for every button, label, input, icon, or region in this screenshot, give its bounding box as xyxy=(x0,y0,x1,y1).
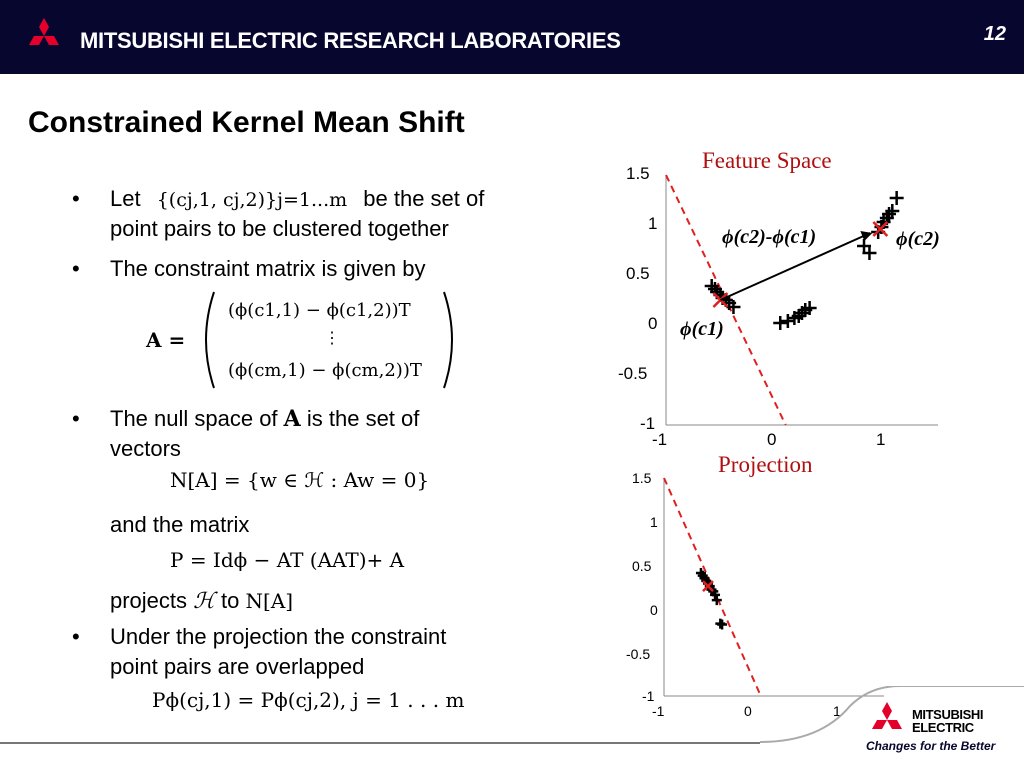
bullet-3-A: A xyxy=(283,406,301,432)
x-tick-label: 0 xyxy=(744,703,752,719)
brand-line-2: ELECTRIC xyxy=(912,720,974,735)
bullet-marker: • xyxy=(72,406,80,431)
mitsubishi-logo-icon xyxy=(866,702,908,738)
equation-A-row-m: (ϕ(cm,1) − ϕ(cm,2))T xyxy=(228,360,422,381)
bullet-2-text: The constraint matrix is given by xyxy=(110,256,426,281)
data-point-plus xyxy=(773,316,787,330)
and-the-matrix-text: and the matrix xyxy=(110,512,250,537)
bullet-marker: • xyxy=(72,624,80,649)
y-tick-label: -1 xyxy=(640,414,656,433)
chart-2-title: Projection xyxy=(718,452,813,477)
bullet-1-line-2: point pairs to be clustered together xyxy=(110,216,449,241)
x-tick-label: -1 xyxy=(652,703,665,719)
equation-final: Pϕ(cj,1) = Pϕ(cj,2), j = 1 . . . m xyxy=(152,688,465,712)
slide-title: Constrained Kernel Mean Shift xyxy=(28,106,465,139)
y-tick-label: 0.5 xyxy=(626,264,650,283)
footer-divider xyxy=(0,742,760,744)
brand-name xyxy=(912,708,983,734)
y-tick-label: 0 xyxy=(650,602,658,618)
annotation-difference: ϕ(c2)-ϕ(c1) xyxy=(722,226,817,248)
bullet-marker: • xyxy=(72,186,80,211)
page-number: 12 xyxy=(983,23,1006,45)
equation-A-dots: ⋮ xyxy=(324,328,340,347)
projects-to: to xyxy=(221,588,240,613)
chart-1-title: Feature Space xyxy=(702,148,832,173)
equation-null-space: N[A] = {w ∈ ℋ : Aw = 0} xyxy=(170,468,430,492)
projects-pre: projects xyxy=(110,588,188,613)
equation-A-row-1: (ϕ(c1,1) − ϕ(c1,2))T xyxy=(228,300,411,321)
y-tick-label: 0.5 xyxy=(632,558,652,574)
bullet-3-pre: The null space of xyxy=(110,406,278,431)
bullet-1-post: be the set of xyxy=(363,186,485,211)
equation-A-lhs: A = xyxy=(146,328,186,352)
y-tick-label: 1.5 xyxy=(626,164,650,183)
bullet-3-line-2: vectors xyxy=(110,436,181,461)
annotation-phi-c1: ϕ(c1) xyxy=(680,318,724,340)
tagline: Changes for the Better xyxy=(866,739,996,753)
y-tick-label: 1 xyxy=(648,214,658,233)
x-tick-label: -1 xyxy=(652,430,668,449)
x-tick-label: 0 xyxy=(767,430,777,449)
y-tick-label: -0.5 xyxy=(618,364,648,383)
projects-H: ℋ xyxy=(193,589,215,614)
y-tick-label: 1.5 xyxy=(632,470,652,486)
y-tick-label: -1 xyxy=(642,688,655,704)
data-point-plus xyxy=(717,619,727,629)
bullet-marker: • xyxy=(72,256,80,281)
brand-line-1: MITSUBISHI xyxy=(912,707,984,722)
data-point-plus xyxy=(890,191,904,205)
y-tick-label: 0 xyxy=(648,314,658,333)
y-tick-label: 1 xyxy=(650,514,658,530)
annotation-phi-c2: ϕ(c2) xyxy=(896,228,940,250)
y-tick-label: -0.5 xyxy=(626,646,651,662)
x-tick-label: 1 xyxy=(833,703,841,719)
projects-NA: N[A] xyxy=(245,589,294,613)
equation-P: P = Idϕ − AT (AAT)+ A xyxy=(170,548,405,572)
bullet-4-line-1: Under the projection the constraint xyxy=(110,624,447,649)
x-tick-label: 1 xyxy=(876,430,886,449)
bullet-1-pre: Let xyxy=(110,186,141,211)
organization-name: MITSUBISHI ELECTRIC RESEARCH LABORATORIES xyxy=(80,28,621,53)
bullet-3-post: is the set of xyxy=(306,406,420,431)
bullet-4-line-2: point pairs are overlapped xyxy=(110,654,365,679)
bullet-1-math: {(cj,1, cj,2)}j=1...m xyxy=(156,189,348,211)
